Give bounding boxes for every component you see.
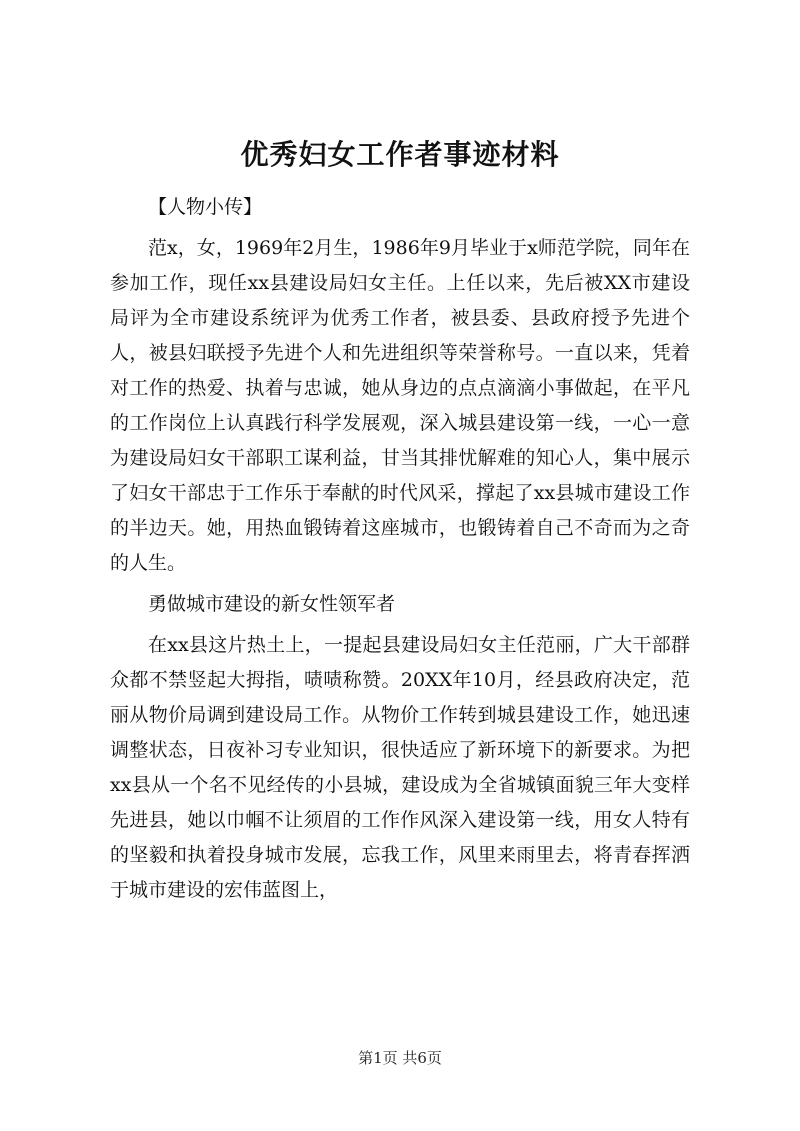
section-heading-bio: 【人物小传】 [148,196,263,218]
page-footer: 第1页 共6页 [358,1049,442,1067]
paragraph-bio: 范x，女，1969年2月生，1986年9月毕业于x师范学院，同年在参加工作，现任xx县建设局妇女主任。上任以来，先后被XX市建设局评为全市建设系统评为优秀工作者，被县委、县政府授予先进个人，被县妇联授予先进个人和先进组织等荣誉称号。一直以来，凭着对工作的热爱、执着与忠诚，她从身边的点点滴滴小事做起，在平凡的工作岗位上认真践行科学发展观，深入城县建设第一线，一心一意为建设局妇女干部职工谋利益，甘当其排忧解难的知心人，集中展示了妇女干部忠于工作乐于奉献的时代风采，撑起了xx县城市建设工作的半边天。她，用热血锻铸着这座城市，也锻铸着自己不奇而为之奇的人生。 [110,237,690,574]
document-body [110,190,690,908]
document-title: 优秀妇女工作者事迹材料 [240,138,560,171]
section-heading-leader: 勇做城市建设的新女性领军者 [148,593,396,615]
paragraph-leader: 在xx县这片热土上，一提起县建设局妇女主任范丽，广大干部群众都不禁竖起大拇指，啧啧称赞。20XX年10月，经县政府决定，范丽从物价局调到建设局工作。从物价工作转到城县建设工作，她迅速调整状态，日夜补习专业知识，很快适应了新环境下的新要求。为把xx县从一个名不见经传的小县城，建设成为全省城镇面貌三年大变样先进县，她以巾帼不让须眉的工作作风深入建设第一线，用女人特有的坚毅和执着投身城市发展，忘我工作，风里来雨里去，将青春挥洒于城市建设的宏伟蓝图上， [110,634,690,901]
